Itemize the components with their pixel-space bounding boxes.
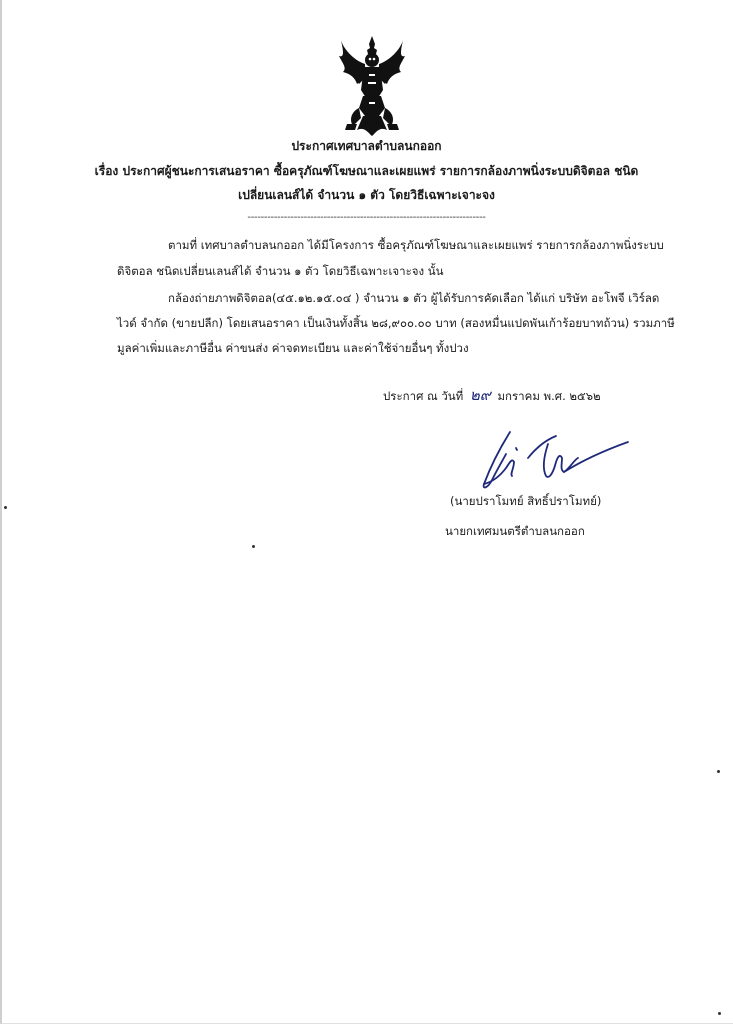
paragraph-1-line-2: ดิจิตอล ชนิดเปลี่ยนเลนส์ได้ จำนวน ๑ ตัว โดยวิธีเฉพาะเจาะจง นั้น	[117, 264, 444, 278]
paragraph-2-line-3: มูลค่าเพิ่มและภาษีอื่น ค่าขนส่ง ค่าจดทะเบียน และค่าใช้จ่ายอื่นๆ ทั้งปวง	[117, 341, 469, 355]
paragraph-2-line-1: กล้องถ่ายภาพดิจิตอล(๔๕.๑๒.๑๕.๐๔ ) จำนวน ๑ ตัว ผู้ได้รับการคัดเลือก ได้แก่ บริษัท อะโพจี เวิร์ลด	[168, 291, 660, 305]
signer-title: นายกเทศมนตรีตำบลนกออก	[445, 524, 585, 538]
garuda-emblem-icon	[333, 34, 411, 138]
date-day-handwritten: ๒๙	[469, 386, 491, 404]
document-title: ประกาศเทศบาลตำบลนกออก	[291, 139, 442, 153]
scan-speck	[252, 545, 255, 548]
subject-line-2: เปลี่ยนเลนส์ได้ จำนวน ๑ ตัว โดยวิธีเฉพาะเจาะจง	[238, 188, 495, 202]
signer-name: (นายปราโมทย์ สิทธิ์ปราโมทย์)	[450, 494, 602, 508]
signature-icon	[470, 418, 640, 498]
paragraph-1-line-1: ตามที่ เทศบาลตำบลนกออก ได้มีโครงการ ซื้อครุภัณฑ์โฆษณาและเผยแพร่ รายการกล้องภาพนิ่งระบบ	[168, 238, 664, 252]
divider-line: ------------------------------------------------------------------------	[247, 212, 486, 223]
date-suffix: มกราคม พ.ศ. ๒๕๖๒	[497, 389, 601, 403]
announcement-date	[383, 387, 601, 404]
scan-speck	[4, 506, 7, 509]
subject-line-1: เรื่อง ประกาศผู้ชนะการเสนอราคา ซื้อครุภัณฑ์โฆษณาและเผยแพร่ รายการกล้องภาพนิ่งระบบดิจิตอล ชนิด	[94, 164, 639, 178]
paragraph-2-line-2: ไวด์ จำกัด (ขายปลีก) โดยเสนอราคา เป็นเงินทั้งสิ้น ๒๘,๙๐๐.๐๐ บาท (สองหมื่นแปดพันเก้าร้อยบาทถ้วน) รวมภาษี	[117, 316, 675, 330]
scan-speck	[717, 770, 720, 773]
scan-speck	[718, 1012, 721, 1015]
date-prefix: ประกาศ ณ วันที่	[383, 389, 464, 403]
